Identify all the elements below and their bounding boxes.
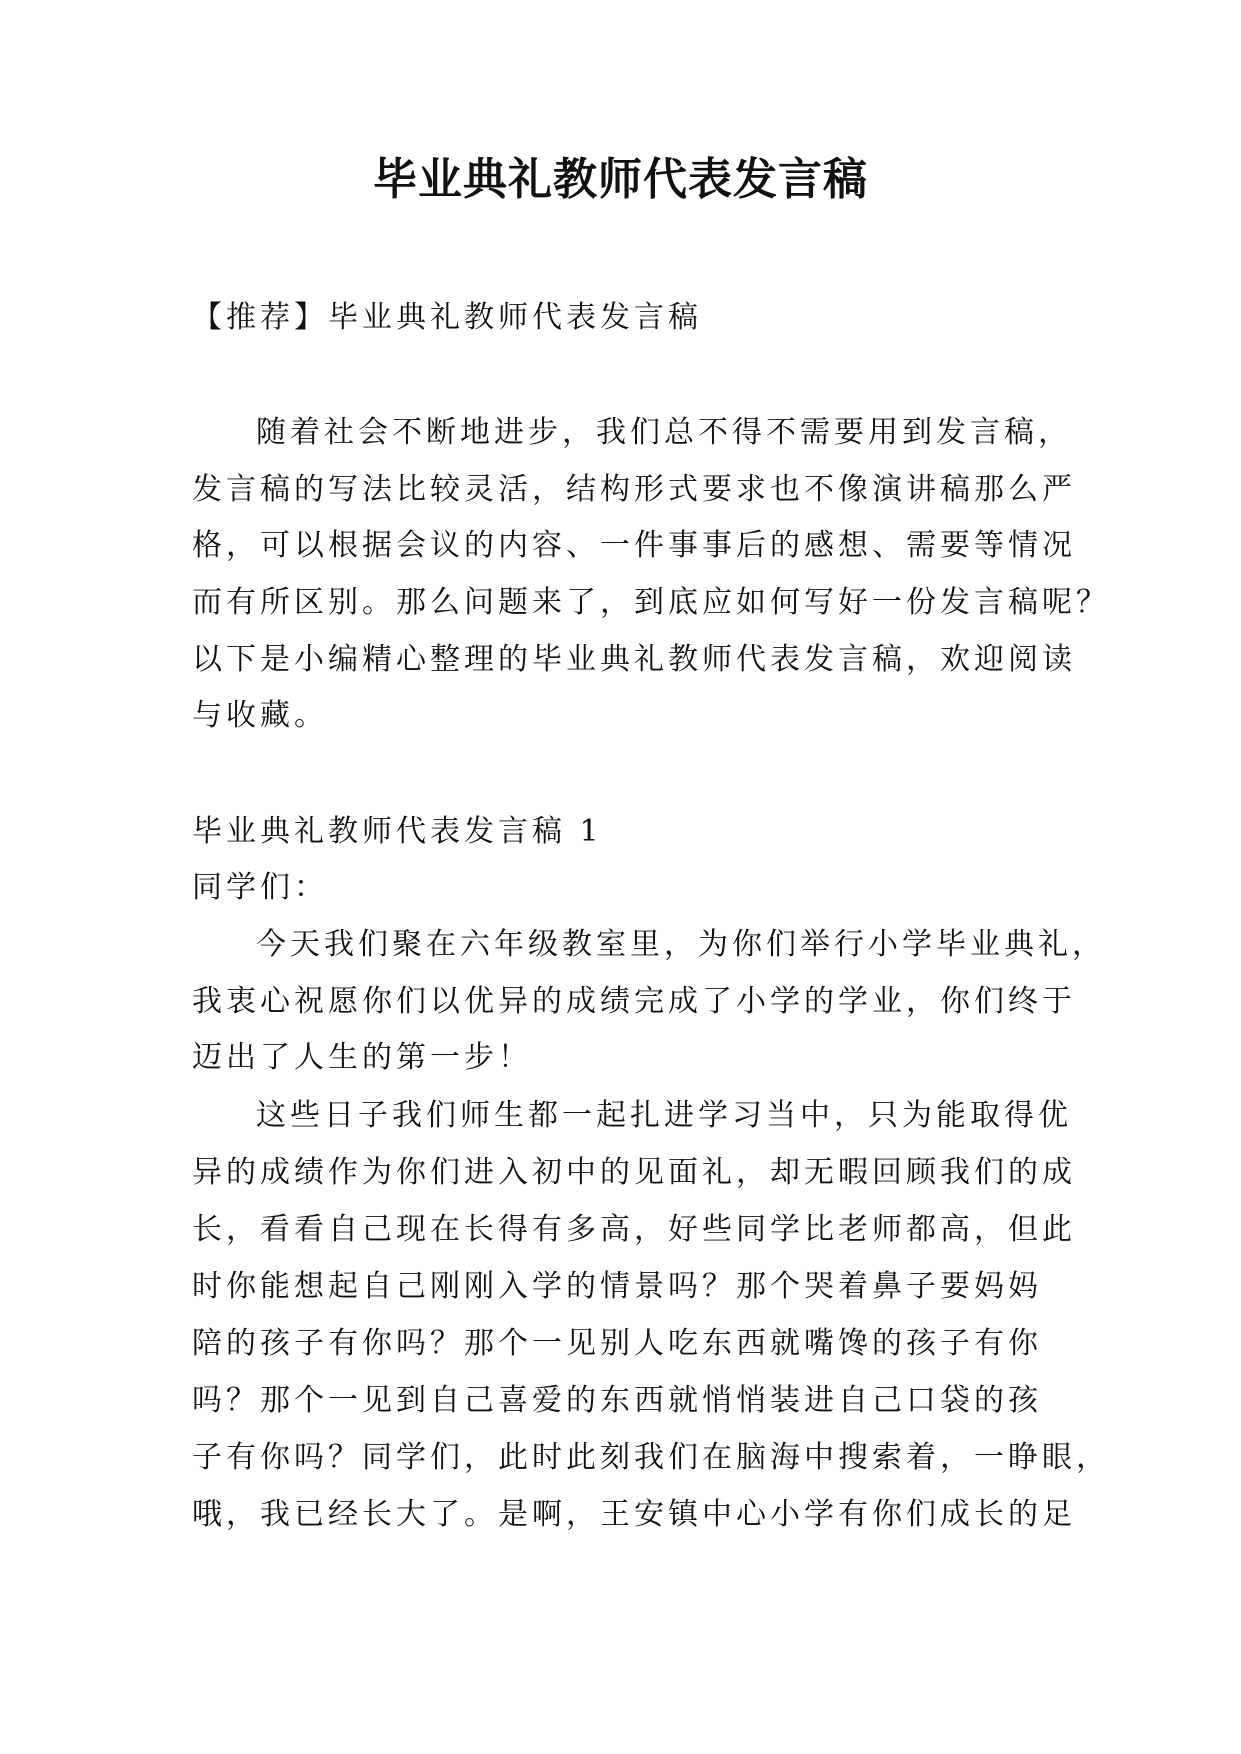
- paragraph-line: 这些日子我们师生都一起扎进学习当中，只为能取得优: [256, 1098, 1072, 1133]
- recommend-line: 【推荐】毕业典礼教师代表发言稿: [192, 300, 702, 335]
- paragraph-line: 今天我们聚在六年级教室里，为你们举行小学毕业典礼，: [256, 927, 1106, 962]
- paragraph-line: 我衷心祝愿你们以优异的成绩完成了小学的学业，你们终于: [192, 984, 1076, 1019]
- intro-line: 以下是小编精心整理的毕业典礼教师代表发言稿，欢迎阅读: [192, 642, 1076, 677]
- paragraph-line: 子有你吗？同学们，此时此刻我们在脑海中搜索着，一睁眼，: [192, 1440, 1110, 1475]
- intro-line: 随着社会不断地进步，我们总不得不需要用到发言稿，: [256, 415, 1072, 450]
- paragraph-line: 吗？那个一见到自己喜爱的东西就悄悄装进自己口袋的孩: [192, 1383, 1042, 1418]
- paragraph-line: 哦，我已经长大了。是啊，王安镇中心小学有你们成长的足: [192, 1497, 1076, 1532]
- paragraph-line: 长，看看自己现在长得有多高，好些同学比老师都高，但此: [192, 1212, 1076, 1247]
- paragraph-line: 陪的孩子有你吗？那个一见别人吃东西就嘴馋的孩子有你: [192, 1326, 1042, 1361]
- intro-line: 格，可以根据会议的内容、一件事事后的感想、需要等情况: [192, 528, 1076, 563]
- salutation: 同学们：: [192, 870, 328, 905]
- intro-line: 发言稿的写法比较灵活，结构形式要求也不像演讲稿那么严: [192, 472, 1076, 507]
- document-title: 毕业典礼教师代表发言稿: [373, 154, 868, 205]
- paragraph-line: 异的成绩作为你们进入初中的见面礼，却无暇回顾我们的成: [192, 1155, 1076, 1190]
- paragraph-line: 迈出了人生的第一步！: [192, 1040, 532, 1075]
- intro-line: 而有所区别。那么问题来了，到底应如何写好一份发言稿呢？: [192, 585, 1110, 620]
- paragraph-line: 时你能想起自己刚刚入学的情景吗？那个哭着鼻子要妈妈: [192, 1269, 1042, 1304]
- intro-line: 与收藏。: [192, 698, 328, 733]
- section-heading: 毕业典礼教师代表发言稿 1: [192, 814, 603, 849]
